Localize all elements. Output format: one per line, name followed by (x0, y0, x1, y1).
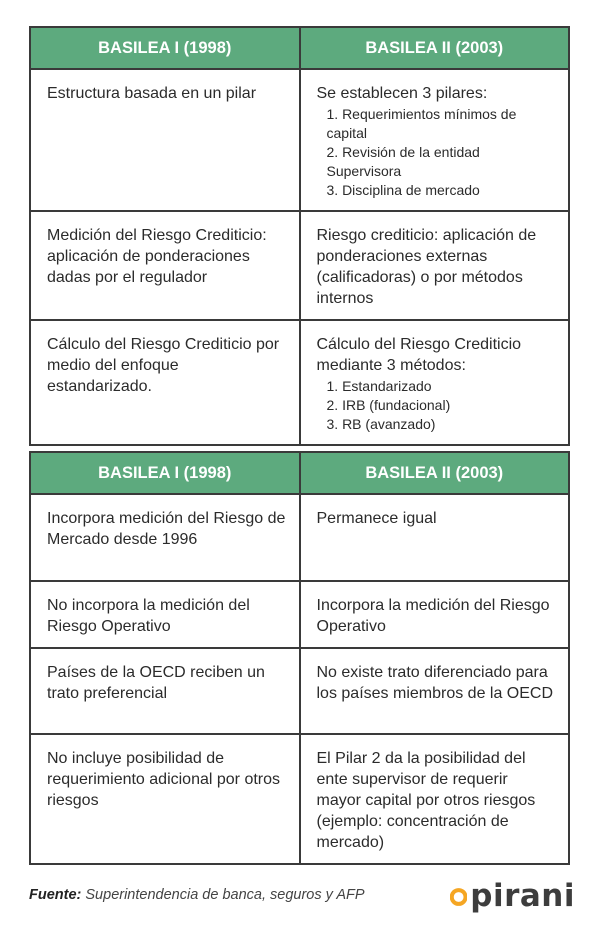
cell-text: Medición del Riesgo Crediticio: aplicación de ponderaciones dadas por el regulador (47, 227, 267, 286)
cell-basilea-i (30, 320, 300, 445)
cell-basilea-i (30, 211, 300, 320)
cell-text: Se establecen 3 pilares: (316, 85, 488, 102)
list-item: 3. Disciplina de mercado (326, 182, 480, 198)
list-item: 1. Requerimientos mínimos de capital (326, 106, 517, 141)
header-basilea-ii: BASILEA II (2003) (300, 452, 570, 494)
list-item: 3. RB (avanzado) (326, 416, 436, 432)
table-header-row (30, 452, 569, 494)
comparison-table-1 (29, 26, 570, 446)
table-row (30, 494, 569, 581)
cell-basilea-ii (300, 581, 570, 648)
cell-basilea-i (30, 648, 300, 734)
table-row (30, 320, 569, 445)
table-row (30, 69, 569, 211)
cell-basilea-ii (300, 211, 570, 320)
pirani-logo (450, 876, 575, 916)
cell-text: No incorpora la medición del Riesgo Operativo (47, 597, 250, 635)
list-item: 1. Estandarizado (326, 378, 432, 394)
cell-text: Permanece igual (316, 510, 437, 527)
cell-text: Estructura basada en un pilar (47, 85, 257, 102)
cell-basilea-i (30, 734, 300, 864)
table-row (30, 581, 569, 648)
list-item: 2. Revisión de la entidad Supervisora (326, 144, 480, 179)
cell-text: Cálculo del Riesgo Crediticio por medio del enfoque estandarizado. (47, 336, 280, 395)
source-label: Fuente: (29, 887, 82, 903)
methods-list (317, 377, 557, 434)
cell-text: Incorpora la medición del Riesgo Operativo (316, 597, 550, 635)
table-row (30, 211, 569, 320)
header-basilea-ii: BASILEA II (2003) (300, 27, 570, 69)
source-footer (29, 887, 365, 903)
cell-text: Cálculo del Riesgo Crediticio mediante 3 métodos: (316, 336, 522, 374)
cell-basilea-ii (300, 494, 570, 581)
cell-basilea-i (30, 494, 300, 581)
source-text: Superintendencia de banca, seguros y AFP (85, 887, 365, 903)
logo-ring-icon (450, 882, 467, 912)
pillars-list (317, 105, 557, 200)
cell-text: El Pilar 2 da la posibilidad del ente supervisor de requerir mayor capital por otros riesgos (ejemplo: concentración de mercado) (316, 750, 536, 851)
table-row (30, 648, 569, 734)
header-basilea-i: BASILEA I (1998) (30, 27, 300, 69)
cell-basilea-ii (300, 648, 570, 734)
cell-text: Países de la OECD reciben un trato preferencial (47, 664, 265, 702)
table-row (30, 734, 569, 864)
cell-text: No existe trato diferenciado para los países miembros de la OECD (316, 664, 554, 702)
cell-basilea-i (30, 69, 300, 211)
comparison-table-2 (29, 451, 570, 865)
cell-basilea-ii (300, 320, 570, 445)
cell-text: No incluye posibilidad de requerimiento adicional por otros riesgos (47, 750, 281, 809)
table-header-row (30, 27, 569, 69)
list-item: 2. IRB (fundacional) (326, 397, 451, 413)
cell-basilea-i (30, 581, 300, 648)
cell-basilea-ii (300, 734, 570, 864)
cell-text: Incorpora medición del Riesgo de Mercado desde 1996 (47, 510, 286, 548)
cell-text: Riesgo crediticio: aplicación de ponderaciones externas (calificadoras) o por métodos internos (316, 227, 537, 307)
header-basilea-i: BASILEA I (1998) (30, 452, 300, 494)
logo-text: pirani (470, 878, 575, 914)
cell-basilea-ii (300, 69, 570, 211)
